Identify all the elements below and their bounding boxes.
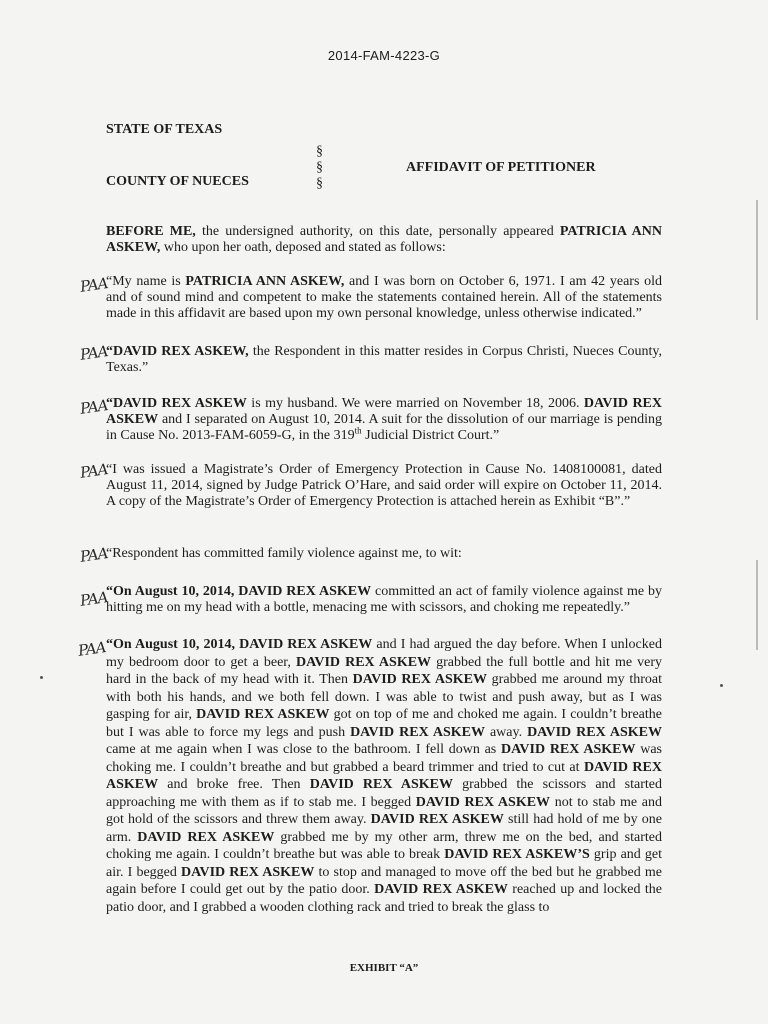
text: grip and get air. I begged <box>106 847 662 880</box>
county-caption: COUNTY OF NUECES <box>106 174 249 189</box>
handwritten-initials: PAA <box>76 638 107 660</box>
text: got on top of me and choked me again. I couldn’t breathe but I was able to force my legs and push <box>106 707 662 740</box>
scan-edge-mark <box>756 200 758 320</box>
text: grabbed the scissors and started approaching me with them as if to stab me. I begged <box>106 777 662 810</box>
document-title: AFFIDAVIT OF PETITIONER <box>406 160 596 175</box>
paragraph-2 <box>106 344 662 376</box>
bold-name: DAVID REX ASKEW <box>106 759 662 792</box>
paragraph-1 <box>106 274 662 322</box>
bold-name: “DAVID REX ASKEW <box>106 396 247 411</box>
state-caption: STATE OF TEXAS <box>106 122 223 137</box>
text: Judicial District Court.” <box>361 428 500 443</box>
section-symbol: § <box>316 144 323 159</box>
intro-text: the undersigned authority, on this date, personally appeared <box>195 224 560 239</box>
text: came at me again when I was close to the bathroom. I fell down as <box>106 742 501 757</box>
text: is my husband. We were married on November 18, 2006. <box>246 396 584 411</box>
bold-name: “On August 10, 2014, DAVID REX ASKEW <box>106 637 373 652</box>
bold-name: DAVID REX ASKEW <box>350 724 485 740</box>
bold-name: DAVID REX ASKEW’S <box>444 847 590 862</box>
text: was choking me. I couldn’t breathe and but grabbed a beard trimmer and tried to cut at <box>106 742 662 775</box>
text: away. <box>485 724 528 740</box>
section-symbol: § <box>316 176 323 191</box>
handwritten-initials: PAA <box>78 396 109 418</box>
section-symbol: § <box>316 160 323 175</box>
handwritten-initials: PAA <box>78 588 109 610</box>
bold-name: DAVID REX ASKEW <box>415 794 551 810</box>
text: to stop and managed to move off the bed but he grabbed me again before I could get out by the patio door. <box>106 864 662 897</box>
text: grabbed me by my other arm, threw me on the bed, and started choking me again. I couldn’t breathe but was able to break <box>106 829 662 862</box>
text: and I was born on October 6, 1971. I am 42 years old and of sound mind and competent to make the statements contained herein. All of the statements made in this affidavit are based upon my own personal knowledge, unless otherwise indicated.” <box>106 274 662 321</box>
text: the Respondent in this matter resides in Corpus Christi, Nueces County, Texas.” <box>106 344 662 375</box>
text: still had hold of me by one arm. <box>106 812 662 845</box>
text: reached up and locked the patio door, and I grabbed a wooden clothing rack and tried to break the glass to <box>106 882 662 915</box>
text: and broke free. Then <box>158 777 310 792</box>
text: committed an act of family violence against me by hitting me on my head with a bottle, menacing me with scissors, and choking me repeatedly.” <box>106 584 662 615</box>
handwritten-initials: PAA <box>78 274 109 296</box>
paragraph-3 <box>106 396 662 444</box>
superscript: th <box>354 425 362 436</box>
paragraph-6 <box>106 584 662 616</box>
text: grabbed me around my throat with both his hands, and we both fell down. I was able to twist and push away, but as I was gasping for air, <box>106 672 662 722</box>
scan-edge-mark <box>756 560 758 650</box>
paragraph-7 <box>106 636 662 916</box>
bold-name: DAVID REX ASKEW <box>309 777 453 792</box>
bold-name: DAVID REX ASKEW <box>500 742 636 757</box>
bold-name: DAVID REX ASKEW <box>137 829 275 845</box>
bold-name: PATRICIA ANN ASKEW, <box>185 274 345 289</box>
bold-name: DAVID REX ASKEW <box>352 672 488 687</box>
paragraph-5: “Respondent has committed family violence against me, to wit: <box>106 546 462 561</box>
scan-speck <box>720 684 723 687</box>
bold-name: DAVID REX ASKEW <box>527 724 662 740</box>
bold-name: DAVID REX ASKEW <box>196 707 330 722</box>
affiant-name: PATRICIA ANN ASKEW, <box>106 224 662 255</box>
bold-name: DAVID REX ASKEW <box>106 396 662 427</box>
bold-name: DAVID REX ASKEW <box>374 882 508 897</box>
bold-name: DAVID REX ASKEW <box>295 654 432 670</box>
text: grabbed the full bottle and hit me very hard in the back of my head with it. Then <box>106 654 662 687</box>
text: not to stab me and got hold of the scissors and threw them away. <box>106 794 662 827</box>
bold-name: DAVID REX ASKEW <box>370 812 504 827</box>
bold-name: “DAVID REX ASKEW, <box>106 344 249 359</box>
paragraph-4: “I was issued a Magistrate’s Order of Emergency Protection in Cause No. 1408100081, dated August 11, 2014, signed by Judge Patrick O’Hare, and said order will expire on October 11, 2014. A copy of the Magistrate’s Order of Emergency Protection is attached herein as Exhibit “B”.” <box>106 462 662 509</box>
text: and I had argued the day before. When I unlocked my bedroom door to get a beer, <box>106 637 662 670</box>
intro-paragraph <box>106 224 662 256</box>
bold-name: DAVID REX ASKEW <box>181 864 315 880</box>
exhibit-footer: EXHIBIT “A” <box>349 962 419 974</box>
text: “My name is <box>106 274 186 289</box>
intro-lead: BEFORE ME, <box>106 224 196 239</box>
handwritten-initials: PAA <box>78 544 109 566</box>
bold-name: “On August 10, 2014, DAVID REX ASKEW <box>106 584 372 599</box>
intro-text: who upon her oath, deposed and stated as follows: <box>160 240 446 255</box>
scan-speck <box>40 676 43 679</box>
handwritten-initials: PAA <box>78 342 109 364</box>
text: and I separated on August 10, 2014. A suit for the dissolution of our marriage is pending in Cause No. 2013-FAM-6059-G, in the 319 <box>106 412 662 443</box>
handwritten-initials: PAA <box>78 460 109 482</box>
case-number: 2014-FAM-4223-G <box>327 48 441 63</box>
